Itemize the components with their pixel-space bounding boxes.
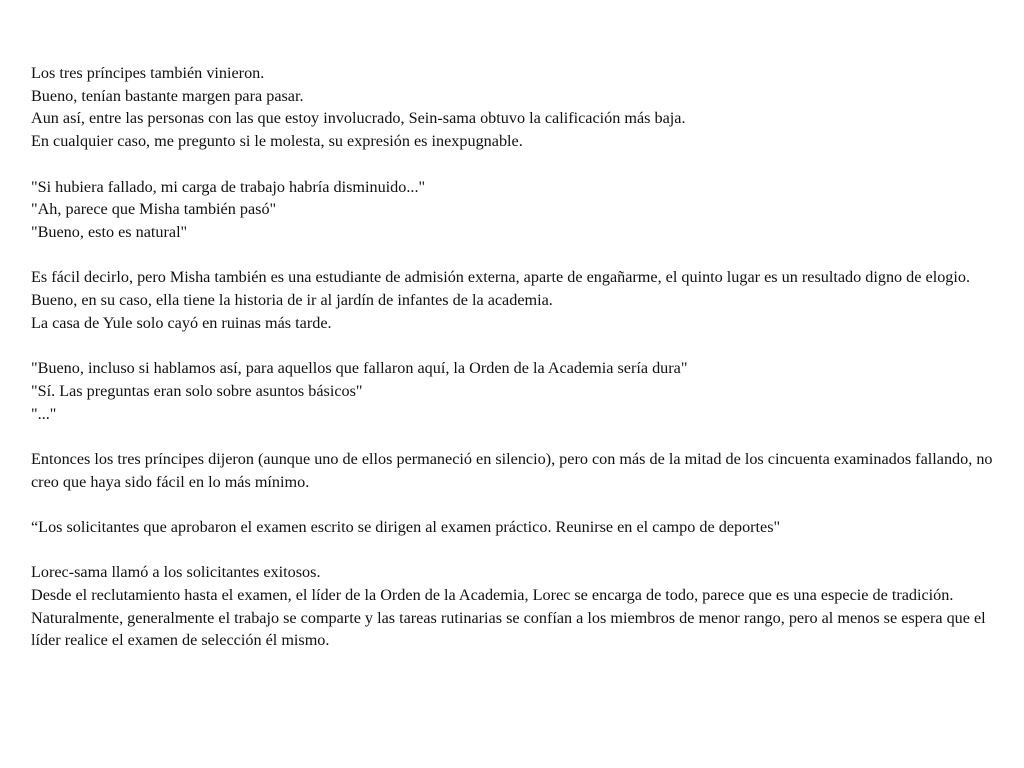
paragraph-3 xyxy=(31,266,1016,334)
text-line: “Los solicitantes que aprobaron el examen escrito se dirigen al examen práctico. Reunirse en el campo de deportes" xyxy=(31,517,781,536)
text-line: Los tres príncipes también vinieron. xyxy=(31,64,265,82)
paragraph-2 xyxy=(31,176,1016,244)
text-line: Aun así, entre las personas con las que estoy involucrado, Sein-sama obtuvo la calificación más baja. xyxy=(31,109,686,128)
text-line: "Sí. Las preguntas eran solo sobre asuntos básicos" xyxy=(31,381,363,400)
text-line: Bueno, tenían bastante margen para pasar. xyxy=(31,86,304,105)
paragraph-7 xyxy=(31,561,1016,652)
text-line: Es fácil decirlo, pero Misha también es una estudiante de admisión externa, aparte de engañarme, el quinto lugar es un resultado digno de elogio. xyxy=(31,268,971,287)
text-line: En cualquier caso, me pregunto si le molesta, su expresión es inexpugnable. xyxy=(31,132,523,151)
text-line: "..." xyxy=(31,404,57,423)
text-line: Desde el reclutamiento hasta el examen, el líder de la Orden de la Academia, Lorec se encarga de todo, parece que es una especie de tradición. xyxy=(31,586,954,605)
text-line: "Ah, parece que Misha también pasó" xyxy=(31,200,277,219)
text-line: "Bueno, esto es natural" xyxy=(31,222,188,241)
document-body xyxy=(31,62,1016,675)
text-line: Lorec-sama llamó a los solicitantes exitosos. xyxy=(31,563,321,582)
text-line: "Si hubiera fallado, mi carga de trabajo habría disminuido..." xyxy=(31,177,426,196)
paragraph-5 xyxy=(31,448,1016,493)
text-line: "Bueno, incluso si hablamos así, para aquellos que fallaron aquí, la Orden de la Academia sería dura" xyxy=(31,359,688,378)
paragraph-4 xyxy=(31,357,1016,425)
text-line: Entonces los tres príncipes dijeron (aunque uno de ellos permaneció en silencio), pero con más de la mitad de los cincuenta examinados fallando, no creo que haya sido fácil en lo más mínimo. xyxy=(31,449,993,491)
text-line: Bueno, en su caso, ella tiene la historia de ir al jardín de infantes de la academia. xyxy=(31,291,553,309)
text-line: La casa de Yule solo cayó en ruinas más tarde. xyxy=(31,313,332,332)
paragraph-6 xyxy=(31,516,1016,539)
text-line: Naturalmente, generalmente el trabajo se comparte y las tareas rutinarias se confían a los miembros de menor rango, pero al menos se espera que el líder realice el examen de selección él mismo. xyxy=(31,608,986,650)
paragraph-1 xyxy=(31,62,1016,153)
